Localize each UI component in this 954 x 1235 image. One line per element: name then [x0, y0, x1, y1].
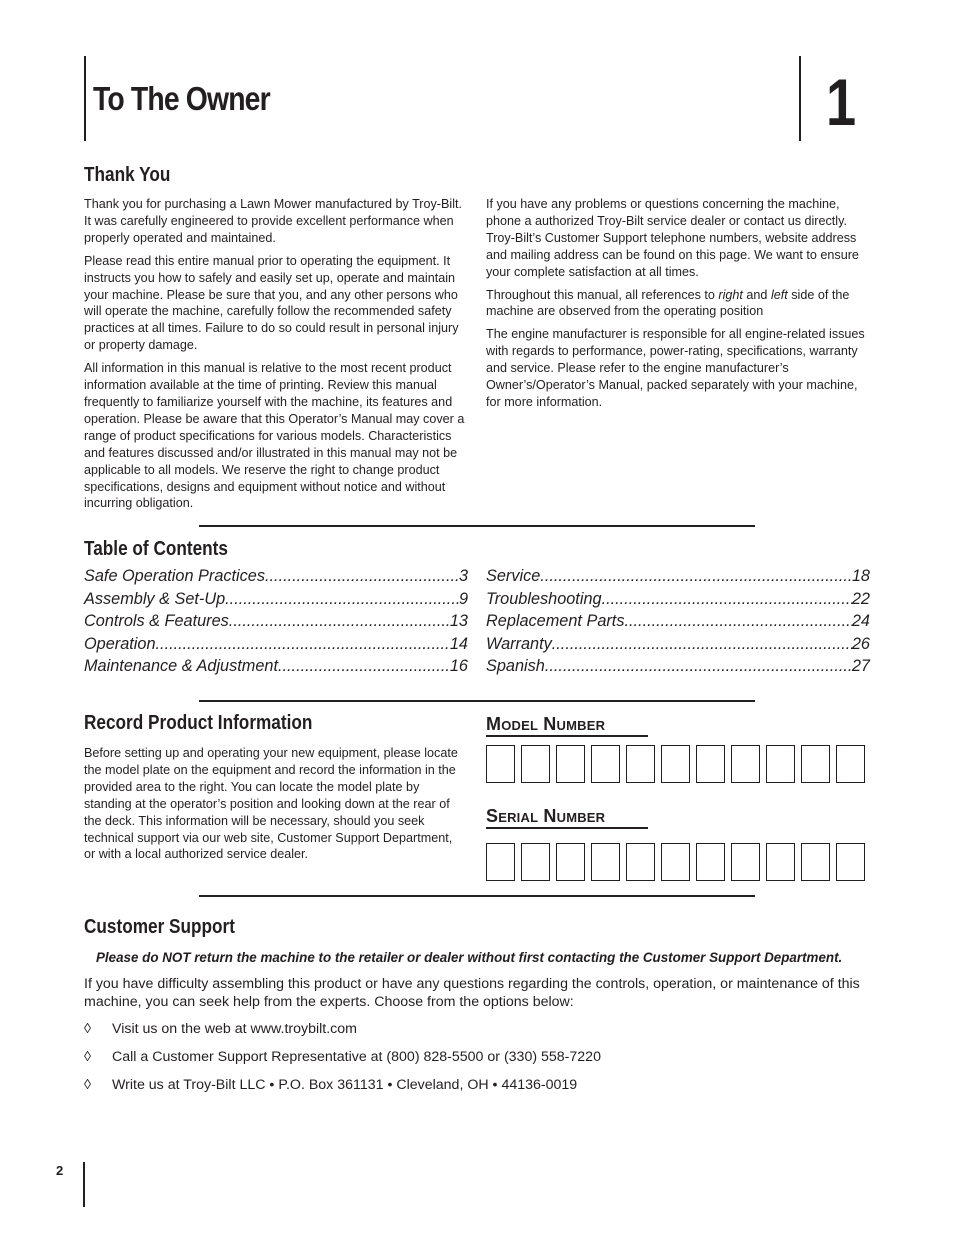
serial-number-label: Serial Number: [486, 806, 606, 826]
model-number-digit-box[interactable]: [766, 745, 795, 783]
record-left-column: [84, 745, 464, 869]
engine-paragraph: The engine manufacturer is responsible for all engine-related issues with regards to performance, power-rating, specifications, warranty and service. Please refer to the engine manufacturer’s Owner’s/Operator’s Manual, packed separately with your machine, for more information.: [486, 327, 865, 409]
model-number-digit-box[interactable]: [836, 745, 865, 783]
model-number-digit-box[interactable]: [696, 745, 725, 783]
model-number-digit-box[interactable]: [626, 745, 655, 783]
footer-rule: [83, 1162, 85, 1207]
serial-number-digit-box[interactable]: [836, 843, 865, 881]
model-number-digit-box[interactable]: [591, 745, 620, 783]
serial-number-digit-box[interactable]: [556, 843, 585, 881]
toc-entry[interactable]: Warranty ..... 26: [486, 633, 870, 656]
thank-you-right-column: [486, 196, 872, 417]
serial-number-digit-box[interactable]: [731, 843, 760, 881]
serial-number-digit-box[interactable]: [766, 843, 795, 881]
model-number-boxes: [486, 745, 865, 783]
model-number-digit-box[interactable]: [801, 745, 830, 783]
support-option-web: ◊ Visit us on the web at www.troybilt.com: [84, 1021, 357, 1037]
thank-you-paragraph: All information in this manual is relative to the most recent product information available at the time of printing. Review this manual frequently to familiarize yourself with the machine, its features and operation. Please be aware that this Operator’s Manual may cover a range of product specifications for various models. Characteristics and features discussed and/or illustrated in this manual may not be applicable to all models. We reserve the right to change product specifications, designs and equipment without notice and without incurring obligation.: [84, 361, 465, 511]
serial-number-digit-box[interactable]: [521, 843, 550, 881]
toc-entry[interactable]: Operation ..... 14: [84, 633, 468, 656]
orientation-paragraph: Throughout this manual, all references to right and left side of the machine are observed from the operating position: [486, 287, 850, 319]
header-left-rule: [84, 56, 86, 141]
serial-number-digit-box[interactable]: [486, 843, 515, 881]
support-option-mail: ◊ Write us at Troy-Bilt LLC • P.O. Box 361131 • Cleveland, OH • 44136-0019: [84, 1077, 578, 1093]
record-heading: Record Product Information: [84, 712, 313, 734]
serial-number-digit-box[interactable]: [696, 843, 725, 881]
diamond-bullet-icon: ◊: [84, 1077, 92, 1093]
serial-number-digit-box[interactable]: [591, 843, 620, 881]
toc-entry[interactable]: Controls & Features ..... 13: [84, 610, 468, 633]
support-intro: If you have difficulty assembling this product or have any questions regarding the controls, operation, or maintenance of this machine, you can seek help from the experts. Choose from the options below:: [84, 976, 860, 1010]
toc-entry[interactable]: Safe Operation Practices ..... 3: [84, 565, 468, 588]
section-divider: [199, 700, 755, 702]
toc-entry[interactable]: Maintenance & Adjustment ..... 16: [84, 655, 468, 678]
page-title: To The Owner: [93, 80, 270, 117]
serial-number-digit-box[interactable]: [661, 843, 690, 881]
support-option-phone: ◊ Call a Customer Support Representative at (800) 828-5500 or (330) 558-7220: [84, 1049, 601, 1065]
thank-you-paragraph: Thank you for purchasing a Lawn Mower manufactured by Troy-Bilt. It was carefully engineered to provide excellent performance when properly operated and maintained.: [84, 197, 462, 245]
header-right-rule: [799, 56, 801, 141]
toc-right-list: [486, 565, 870, 678]
model-number-digit-box[interactable]: [731, 745, 760, 783]
chapter-number: 1: [826, 65, 857, 139]
section-divider: [199, 525, 755, 527]
record-paragraph: Before setting up and operating your new equipment, please locate the model plate on the equipment and record the information in the provided area to the right. You can locate the model plate by standing at the operator’s position and looking down at the rear of the deck. This information will be necessary, should you seek technical support via our web site, Customer Support Department, or with a local authorized service dealer.: [84, 746, 458, 862]
serial-number-boxes: [486, 843, 865, 881]
diamond-bullet-icon: ◊: [84, 1049, 92, 1065]
serial-number-digit-box[interactable]: [626, 843, 655, 881]
thank-you-heading: Thank You: [84, 164, 171, 186]
thank-you-paragraph: Please read this entire manual prior to operating the equipment. It instructs you how to safely and easily set up, operate and maintain your machine. Please be sure that you, and any other persons who will operate the machine, carefully follow the recommended safety practices at all times. Failure to do so could result in personal injury or property damage.: [84, 253, 459, 353]
thank-you-left-column: [84, 196, 470, 518]
toc-entry[interactable]: Assembly & Set-Up ..... 9: [84, 588, 468, 611]
toc-heading: Table of Contents: [84, 538, 228, 560]
model-number-digit-box[interactable]: [556, 745, 585, 783]
section-divider: [199, 895, 755, 897]
toc-entry[interactable]: Replacement Parts ..... 24: [486, 610, 870, 633]
model-number-digit-box[interactable]: [661, 745, 690, 783]
serial-number-digit-box[interactable]: [801, 843, 830, 881]
model-number-label: Model Number: [486, 714, 606, 734]
diamond-bullet-icon: ◊: [84, 1021, 92, 1037]
model-number-digit-box[interactable]: [486, 745, 515, 783]
model-label-underline: [486, 735, 648, 737]
toc-entry[interactable]: Service ..... 18: [486, 565, 870, 588]
support-heading: Customer Support: [84, 916, 235, 938]
toc-left-list: [84, 565, 468, 678]
serial-label-underline: [486, 827, 648, 829]
toc-entry[interactable]: Troubleshooting ..... 22: [486, 588, 870, 611]
toc-entry[interactable]: Spanish ..... 27: [486, 655, 870, 678]
model-number-digit-box[interactable]: [521, 745, 550, 783]
support-contact-paragraph: If you have any problems or questions concerning the machine, phone a authorized Troy-Bilt service dealer or contact us directly. Troy-Bilt’s Customer Support telephone numbers, website address and mailing address can be found on this page. We want to ensure your complete satisfaction at all times.: [486, 197, 859, 279]
support-warning: Please do NOT return the machine to the retailer or dealer without first contacting the Customer Support Department.: [96, 950, 843, 965]
page-number: 2: [56, 1163, 64, 1178]
